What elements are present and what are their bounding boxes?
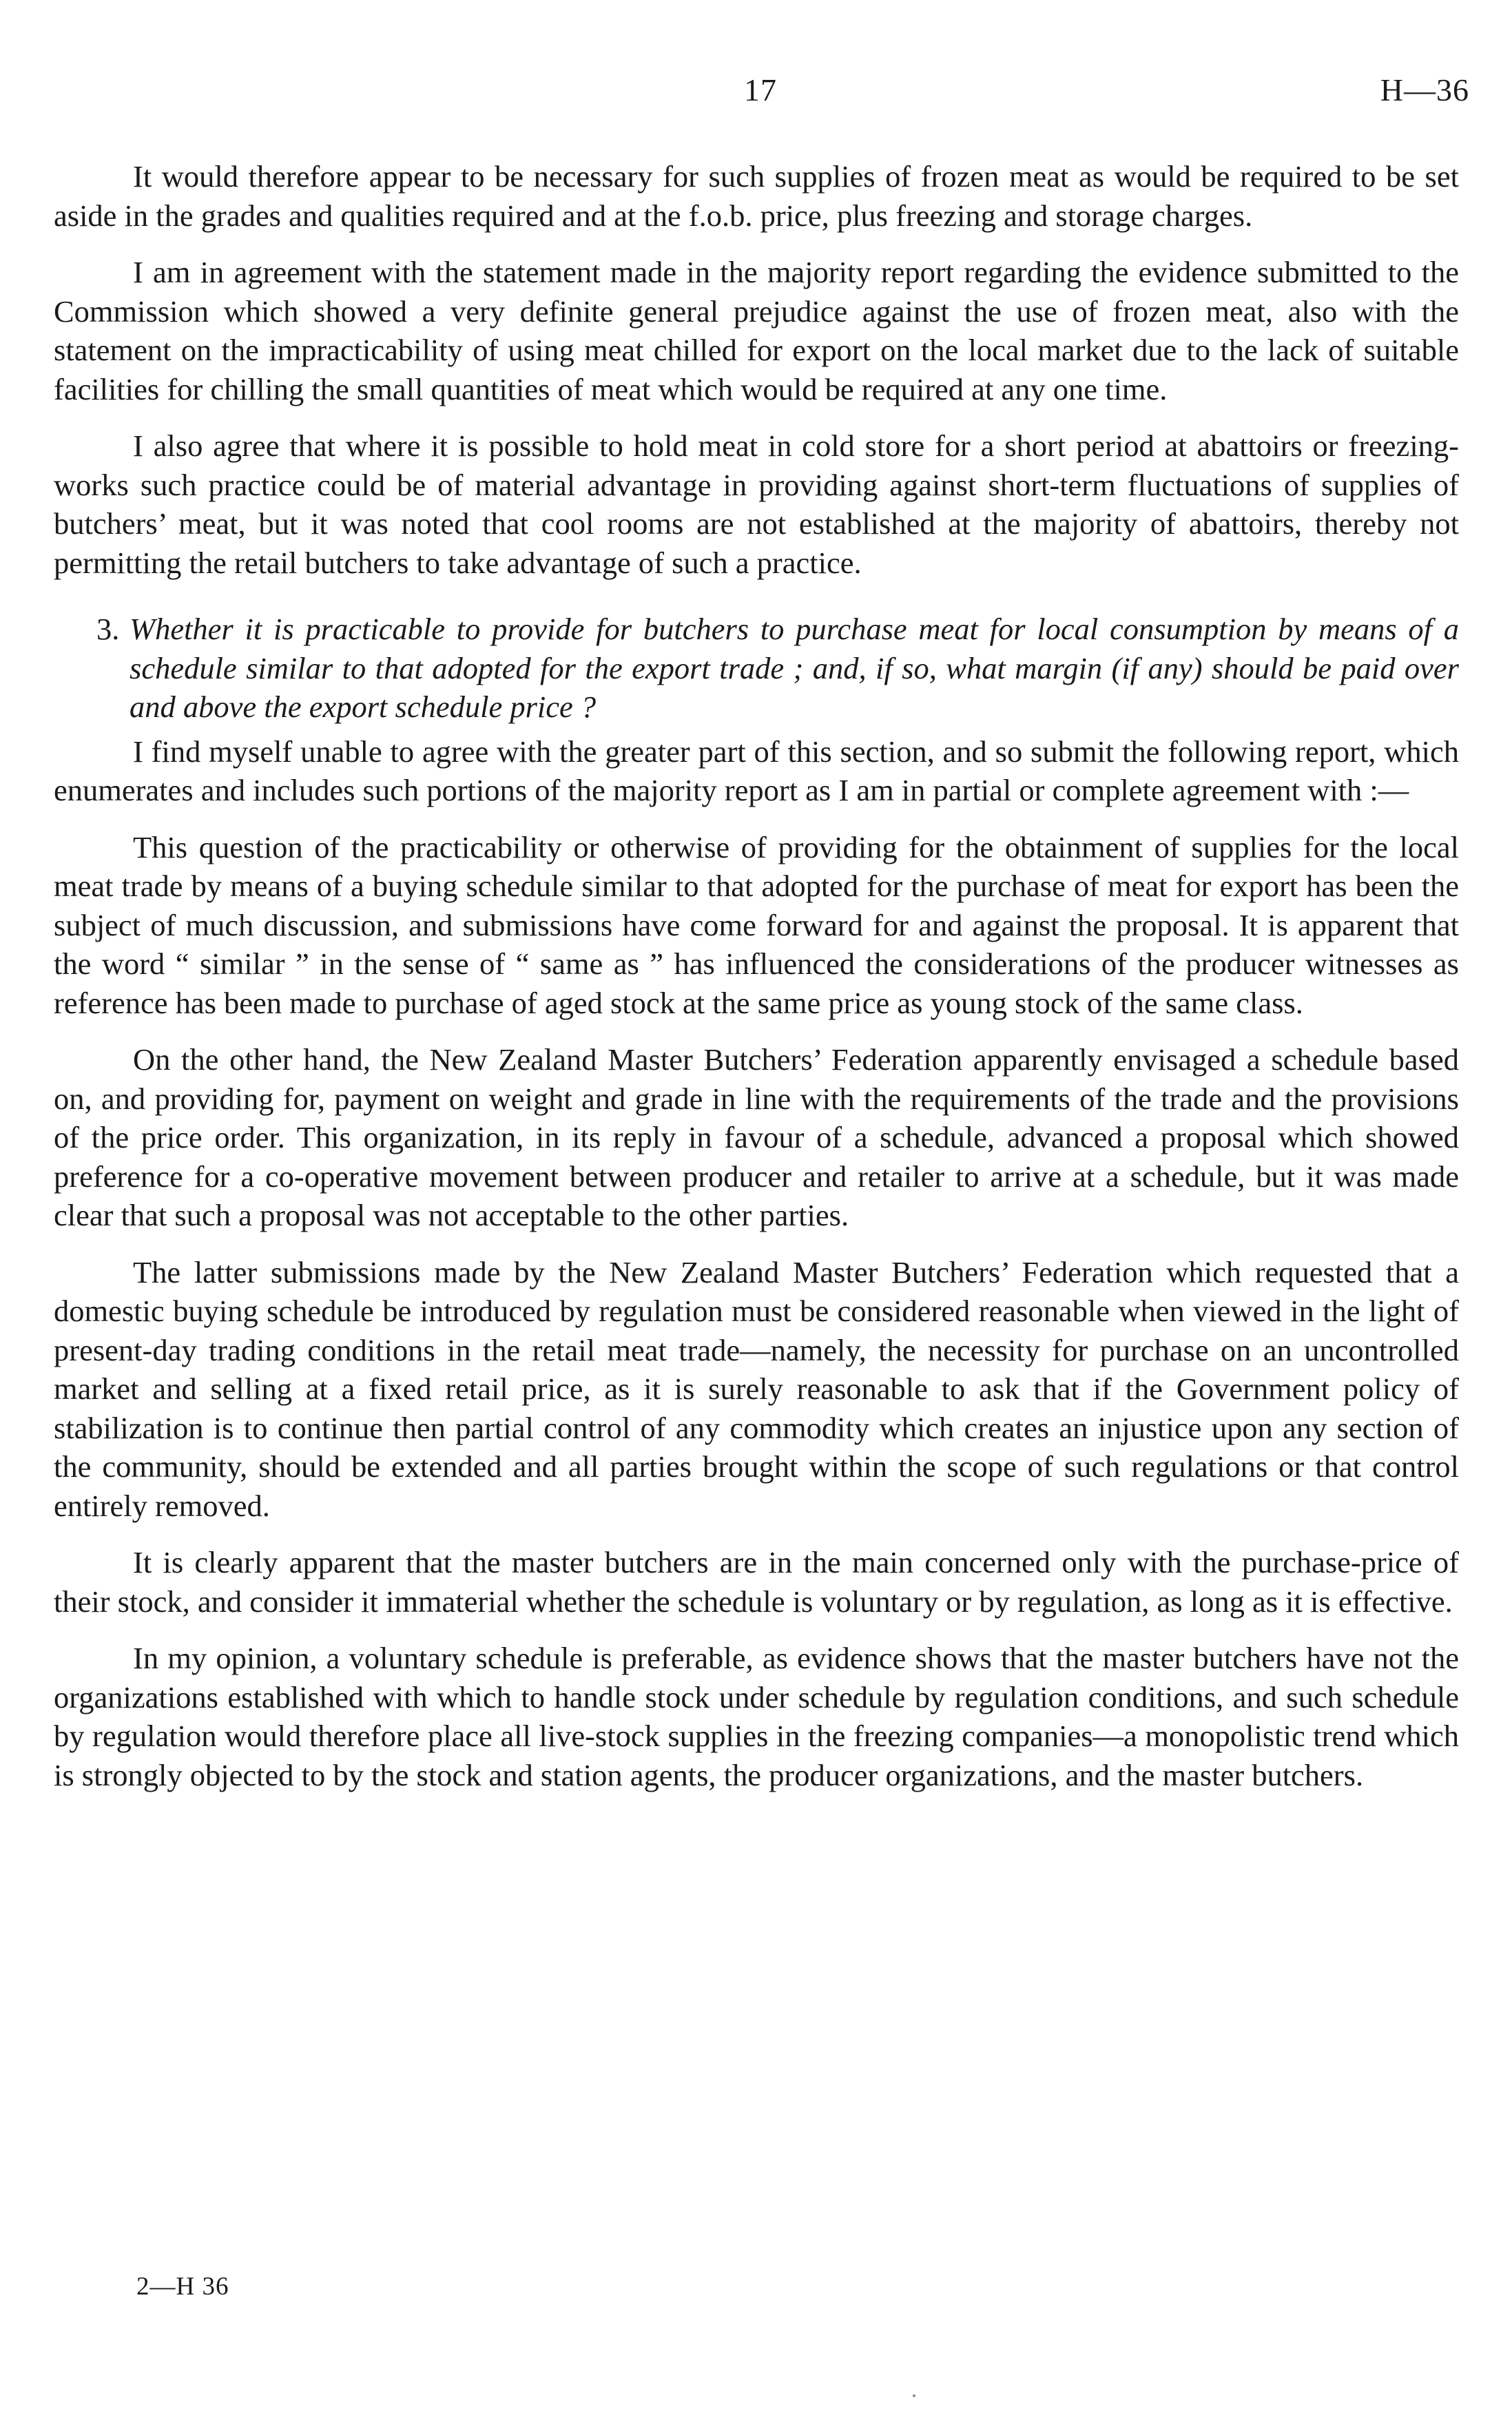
paragraph: This question of the practicability or otherwise of providing for the obtainment of supplies for the local meat trade by means of a buying schedule similar to that adopted for the purchase of meat for export has been the subject of much discussion, and submissions have come forward for and against the proposal. It is apparent that the word “ similar ” in the sense of “ same as ” has influenced the considerations of the producer witnesses as reference has been made to purchase of aged stock at the same price as young stock of the same class. (54, 829, 1459, 1020)
page-number: 17 (744, 72, 777, 107)
section-question-text: Whether it is practicable to provide for butchers to purchase meat for local consumption by means of a schedule similar to that adopted for the export trade ; and, if so, what margin (if any) should be paid over and above the export schedule price ? (130, 612, 1459, 724)
section-number: 3. (96, 612, 120, 646)
paragraph: In my opinion, a voluntary schedule is preferable, as evidence shows that the master butchers have not the organizations established with which to handle stock under schedule by regulation conditions, and such schedule by regulation would therefore place all live-stock supplies in the freezing companies—a monopolistic trend which is strongly objected to by the stock and station agents, the producer organizations, and the master butchers. (54, 1641, 1459, 1792)
paragraph: The latter submissions made by the New Zealand Master Butchers’ Federation which requested that a domestic buying schedule be introduced by regulation must be considered reasonable when viewed in the light of present-day trading conditions in the retail meat trade—namely, the necessity for purchase on an uncontrolled market and selling at a fixed retail price, as it is surely reasonable to ask that if the Government policy of stabilization is to continue then partial control of any commodity which creates an injustice upon any section of the community, should be extended and all parties brought within the scope of such regulations or that control entirely removed. (54, 1254, 1459, 1523)
print-speck (913, 2394, 915, 2397)
paragraph: I find myself unable to agree with the greater part of this section, and so submit the following report, which enumerates and includes such portions of the majority report as I am in partial or complete agreement with :— (54, 734, 1459, 807)
paragraph: On the other hand, the New Zealand Master Butchers’ Federation apparently envisaged a schedule based on, and providing for, payment on weight and grade in line with the requirements of the trade and the provisions of the price order. This organization, in its reply in favour of a schedule, advanced a proposal which showed preference for a co-operative movement between producer and retailer to arrive at a schedule, but it was made clear that such a proposal was not acceptable to the other parties. (54, 1042, 1459, 1232)
series-code: H—36 (1380, 72, 1469, 107)
running-head (0, 72, 1512, 120)
paragraph: It would therefore appear to be necessary for such supplies of frozen meat as would be required to be set aside in the grades and qualities required and at the f.o.b. price, plus freezing and storage charges. (54, 159, 1459, 233)
section-question (54, 610, 1459, 727)
paragraph: I am in agreement with the statement made in the majority report regarding the evidence submitted to the Commission which showed a very definite general prejudice against the use of frozen meat, also with the statement on the impracticability of using meat chilled for export on the local market due to the lack of suitable facilities for chilling the small quantities of meat which would be required at any one time. (54, 255, 1459, 406)
paragraph: I also agree that where it is possible to hold meat in cold store for a short period at abattoirs or freezing-works such practice could be of material advantage in providing against short-term fluctuations of supplies of butchers’ meat, but it was noted that cool rooms are not established at the majority of abattoirs, thereby not permitting the retail butchers to take advantage of such a practice. (54, 428, 1459, 580)
signature-code: 2—H 36 (136, 2272, 229, 2301)
body-text (54, 157, 1459, 1812)
paragraph: It is clearly apparent that the master butchers are in the main concerned only with the purchase-price of their stock, and consider it immaterial whether the schedule is voluntary or by regulation, as long as it is effective. (54, 1545, 1459, 1619)
